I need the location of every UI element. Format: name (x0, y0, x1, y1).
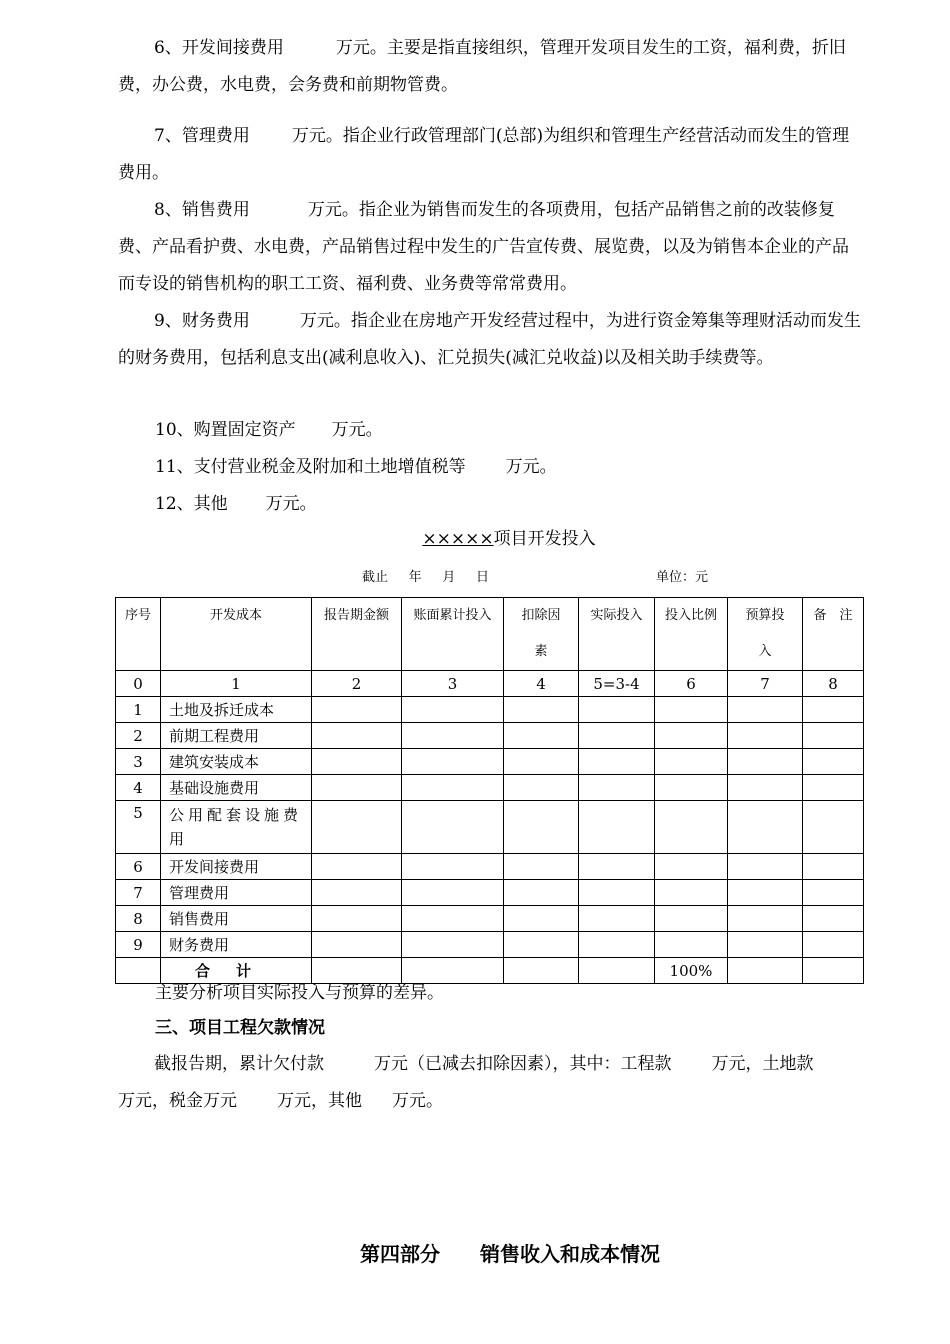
paragraph-item-7 (118, 118, 862, 192)
table-row: 7 管理费用 (116, 880, 864, 906)
total-ratio: 100% (655, 958, 728, 984)
table-row: 3 建筑安装成本 (116, 749, 864, 775)
table-date: 截止 年 月 日 (362, 570, 489, 585)
table-note: 主要分析项目实际投入与预算的差异。 (155, 983, 444, 1003)
paragraph-item-8 (118, 192, 862, 303)
section-3-heading: 三、项目工程欠款情况 (155, 1018, 325, 1038)
item-6-text: 万元。主要是指直接组织，管理开发项目发生的工资，福利费，折旧费，办公费，水电费，会务费和前期物管费。 (118, 38, 846, 95)
paragraph-item-9 (118, 303, 862, 377)
table-row: 6 开发间接费用 (116, 854, 864, 880)
header-cell: 投入比例 (655, 598, 728, 671)
section-3-paragraph: 截报告期，累计欠付款 万元（已减去扣除因素），其中：工程款 万元，土地款万元，税金万元 万元，其他 万元。 (118, 1054, 814, 1111)
table-row: 9 财务费用 (116, 932, 864, 958)
item-7-label: 7、管理费用 (154, 126, 250, 146)
header-cell: 实际投入 (579, 598, 655, 671)
header-cell: 账面累计投入 (402, 598, 504, 671)
header-cell: 扣除因素 (504, 598, 579, 671)
table-header-row (116, 598, 864, 671)
paragraph-item-6 (118, 30, 862, 104)
table-title: ×××××项目开发投入 (422, 529, 596, 549)
header-cell: 序号 (116, 598, 161, 671)
item-9-label: 9、财务费用 (154, 311, 250, 331)
item-8-text: 万元。指企业为销售而发生的各项费用，包括产品销售之前的改装修复费、产品看护费、水电费，产品销售过程中发生的广告宣传费、展览费，以及为销售本企业的产品而专设的销售机构的职工工资、福利费、业务费等常常费用。 (118, 200, 849, 294)
table-row: 8 销售费用 (116, 906, 864, 932)
table-row: 2 前期工程费用 (116, 723, 864, 749)
header-cell: 开发成本 (161, 598, 312, 671)
table-row: 1 土地及拆迁成本 (116, 697, 864, 723)
header-cell: 预算投入 (728, 598, 803, 671)
item-9-text: 万元。指企业在房地产开发经营过程中，为进行资金筹集等理财活动而发生的财务费用，包括利息支出(减利息收入)、汇兑损失(减汇兑收益)以及相关助手续费等。 (118, 311, 861, 368)
paragraph-item-10: 10、购置固定资产 万元。 (155, 420, 383, 440)
part-4-title: 第四部分 销售收入和成本情况 (360, 1242, 660, 1266)
table-unit: 单位：元 (656, 570, 709, 585)
item-6-label: 6、开发间接费用 (154, 38, 284, 58)
header-cell: 备 注 (803, 598, 864, 671)
paragraph-item-11: 11、支付营业税金及附加和土地增值税等 万元。 (155, 457, 557, 477)
investment-table (115, 597, 864, 984)
table-index-row: 0 1 2 3 4 5=3-4 6 7 8 (116, 671, 864, 697)
header-cell: 报告期金额 (312, 598, 402, 671)
table-row: 4 基础设施费用 (116, 775, 864, 801)
item-7-text: 万元。指企业行政管理部门(总部)为组织和管理生产经营活动而发生的管理费用。 (118, 126, 850, 183)
paragraph-item-12: 12、其他 万元。 (155, 494, 317, 514)
item-8-label: 8、销售费用 (154, 200, 250, 220)
total-label: 合计 (161, 958, 312, 984)
table-row: 5 公用配套设施费用 (116, 801, 864, 854)
